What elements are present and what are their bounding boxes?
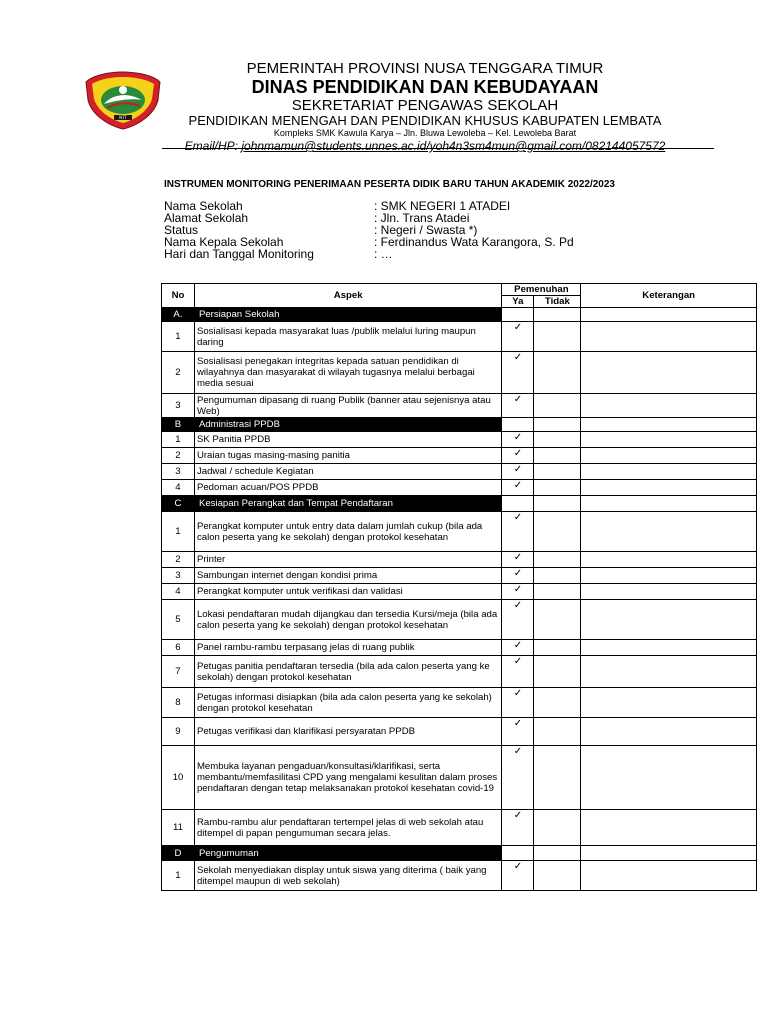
- section-tidak-cell: [534, 846, 581, 861]
- check-icon: ✓: [513, 861, 523, 872]
- row-no: 2: [162, 448, 195, 464]
- row-aspek: Membuka layanan pengaduan/konsultasi/klarifikasi, serta membantu/memfasilitasi CPD yang mengalami kesulitan dalam proses pendaftaran dengan tetap melaksanakan protokol kesehatan covid-19: [194, 746, 501, 810]
- ya-cell[interactable]: [502, 352, 534, 394]
- section-keterangan-cell: [581, 418, 757, 432]
- check-icon: ✓: [513, 584, 523, 595]
- row-no: 9: [162, 718, 195, 746]
- tidak-cell[interactable]: [534, 718, 581, 746]
- table-row: [162, 584, 757, 600]
- row-no: 3: [162, 394, 195, 418]
- monitoring-table: [161, 283, 757, 891]
- tidak-cell[interactable]: [534, 810, 581, 846]
- ya-cell[interactable]: [502, 512, 534, 552]
- header-tidak: Tidak: [534, 296, 581, 308]
- table-row: [162, 640, 757, 656]
- info-label: Nama Sekolah: [164, 199, 243, 213]
- ya-cell[interactable]: [502, 480, 534, 496]
- table-row: [162, 480, 757, 496]
- info-label: Status: [164, 223, 199, 237]
- row-aspek: Sambungan internet dengan kondisi prima: [194, 568, 501, 584]
- header-ya: Ya: [502, 296, 534, 308]
- table-row: [162, 568, 757, 584]
- check-icon: ✓: [513, 718, 523, 729]
- ya-cell[interactable]: [502, 584, 534, 600]
- row-aspek: Petugas panitia pendaftaran tersedia (bila ada calon peserta yang ke sekolah) dengan protokol kesehatan: [194, 656, 501, 688]
- tidak-cell[interactable]: [534, 480, 581, 496]
- department-name: DINAS PENDIDIKAN DAN KEBUDAYAAN: [251, 77, 599, 97]
- contact-line: [160, 139, 690, 153]
- tidak-cell[interactable]: [534, 448, 581, 464]
- ya-cell[interactable]: [502, 600, 534, 640]
- tidak-cell[interactable]: [534, 688, 581, 718]
- row-no: 6: [162, 640, 195, 656]
- section-keterangan-cell: [581, 496, 757, 512]
- row-aspek: Sekolah menyediakan display untuk siswa yang diterima ( baik yang ditempel maupun di web sekolah): [194, 861, 501, 891]
- ya-cell[interactable]: [502, 861, 534, 891]
- section-row: [162, 846, 757, 861]
- table-row: [162, 688, 757, 718]
- header-no: No: [162, 284, 195, 308]
- check-icon: ✓: [513, 640, 523, 651]
- row-no: 5: [162, 600, 195, 640]
- row-no: 3: [162, 464, 195, 480]
- header-pemenuhan: Pemenuhan: [502, 284, 581, 296]
- section-ya-cell: [502, 846, 534, 861]
- letterhead-divider: [162, 148, 714, 149]
- keterangan-cell[interactable]: [581, 688, 757, 718]
- row-aspek: SK Panitia PPDB: [194, 432, 501, 448]
- keterangan-cell[interactable]: [581, 640, 757, 656]
- ya-cell[interactable]: [502, 322, 534, 352]
- check-icon: ✓: [513, 552, 523, 563]
- keterangan-cell[interactable]: [581, 861, 757, 891]
- section-tidak-cell: [534, 308, 581, 322]
- ya-cell[interactable]: [502, 552, 534, 568]
- government-logo: [84, 70, 162, 130]
- tidak-cell[interactable]: [534, 394, 581, 418]
- keterangan-cell[interactable]: [581, 352, 757, 394]
- office-address: Kompleks SMK Kawula Karya – Jln. Bluwa Lewoleba – Kel. Lewoleba Barat: [273, 128, 577, 138]
- section-row: [162, 496, 757, 512]
- logo-text: NTT: [119, 115, 127, 120]
- tidak-cell[interactable]: [534, 568, 581, 584]
- info-value: : Jln. Trans Atadei: [374, 211, 470, 225]
- table-row: [162, 464, 757, 480]
- check-icon: ✓: [513, 448, 523, 459]
- header-keterangan: Keterangan: [581, 284, 757, 308]
- table-row: [162, 861, 757, 891]
- info-value: : SMK NEGERI 1 ATADEI: [374, 199, 511, 213]
- ya-cell[interactable]: [502, 718, 534, 746]
- ya-cell[interactable]: [502, 448, 534, 464]
- keterangan-cell[interactable]: [581, 464, 757, 480]
- ya-cell[interactable]: [502, 568, 534, 584]
- table-row: [162, 448, 757, 464]
- keterangan-cell[interactable]: [581, 568, 757, 584]
- check-icon: ✓: [513, 568, 523, 579]
- row-no: 4: [162, 480, 195, 496]
- tidak-cell[interactable]: [534, 584, 581, 600]
- ya-cell[interactable]: [502, 432, 534, 448]
- row-no: 3: [162, 568, 195, 584]
- letterhead: [160, 60, 690, 153]
- info-value: : …: [374, 247, 393, 261]
- section-no: C: [162, 496, 195, 512]
- table-row: [162, 656, 757, 688]
- row-aspek: Printer: [194, 552, 501, 568]
- table-row: [162, 352, 757, 394]
- row-no: 11: [162, 810, 195, 846]
- row-aspek: Petugas verifikasi dan klarifikasi persyaratan PPDB: [194, 718, 501, 746]
- row-aspek: Uraian tugas masing-masing panitia: [194, 448, 501, 464]
- check-icon: ✓: [513, 656, 523, 667]
- keterangan-cell[interactable]: [581, 512, 757, 552]
- keterangan-cell[interactable]: [581, 394, 757, 418]
- check-icon: ✓: [513, 322, 523, 333]
- row-no: 8: [162, 688, 195, 718]
- tidak-cell[interactable]: [534, 352, 581, 394]
- check-icon: ✓: [513, 352, 523, 363]
- keterangan-cell[interactable]: [581, 656, 757, 688]
- row-no: 1: [162, 512, 195, 552]
- section-no: B: [162, 418, 195, 432]
- keterangan-cell[interactable]: [581, 480, 757, 496]
- row-aspek: Sosialisasi penegakan integritas kepada satuan pendidikan di wilayahnya dan masyarakat di wilayah tugasnya melalui berbagai media sesuai: [194, 352, 501, 394]
- check-icon: ✓: [513, 464, 523, 475]
- table-row: [162, 746, 757, 810]
- section-ya-cell: [502, 496, 534, 512]
- section-no: A.: [162, 308, 195, 322]
- info-label: Hari dan Tanggal Monitoring: [164, 247, 314, 261]
- keterangan-cell[interactable]: [581, 552, 757, 568]
- section-tidak-cell: [534, 418, 581, 432]
- tidak-cell[interactable]: [534, 322, 581, 352]
- row-aspek: Sosialisasi kepada masyarakat luas /publik melalui luring maupun daring: [194, 322, 501, 352]
- row-aspek: Petugas informasi disiapkan (bila ada calon peserta yang ke sekolah) dengan protokol kesehatan: [194, 688, 501, 718]
- row-aspek: Pengumuman dipasang di ruang Publik (banner atau sejenisnya atau Web): [194, 394, 501, 418]
- email-link[interactable]: johnmamun@students.unnes.ac.id/yoh4n3sm4mun@gmail.com/082144057572: [241, 139, 666, 153]
- row-no: 1: [162, 861, 195, 891]
- table-row: [162, 322, 757, 352]
- check-icon: ✓: [513, 512, 523, 523]
- row-aspek: Rambu-rambu alur pendaftaran tertempel jelas di web sekolah atau ditempel di papan pengumuman secara jelas.: [194, 810, 501, 846]
- tidak-cell[interactable]: [534, 640, 581, 656]
- ya-cell[interactable]: [502, 688, 534, 718]
- ya-cell[interactable]: [502, 746, 534, 810]
- check-icon: ✓: [513, 432, 523, 443]
- tidak-cell[interactable]: [534, 746, 581, 810]
- check-icon: ✓: [513, 688, 523, 699]
- section-keterangan-cell: [581, 308, 757, 322]
- row-aspek: Lokasi pendaftaran mudah dijangkau dan tersedia Kursi/meja (bila ada calon peserta yang ke sekolah) dengan protokol kesehatan: [194, 600, 501, 640]
- section-title: Persiapan Sekolah: [194, 308, 501, 322]
- check-icon: ✓: [513, 480, 523, 491]
- ya-cell[interactable]: [502, 656, 534, 688]
- division-name: PENDIDIKAN MENENGAH DAN PENDIDIKAN KHUSUS KABUPATEN LEMBATA: [188, 113, 662, 128]
- tidak-cell[interactable]: [534, 464, 581, 480]
- ya-cell[interactable]: [502, 640, 534, 656]
- table-row: [162, 810, 757, 846]
- section-tidak-cell: [534, 496, 581, 512]
- check-icon: ✓: [513, 600, 523, 611]
- row-aspek: Panel rambu-rambu terpasang jelas di ruang publik: [194, 640, 501, 656]
- keterangan-cell[interactable]: [581, 322, 757, 352]
- tidak-cell[interactable]: [534, 432, 581, 448]
- table-row: [162, 718, 757, 746]
- province-name: PEMERINTAH PROVINSI NUSA TENGGARA TIMUR: [246, 60, 604, 77]
- info-label: Alamat Sekolah: [164, 211, 249, 225]
- row-aspek: Perangkat komputer untuk verifikasi dan validasi: [194, 584, 501, 600]
- info-value: : Ferdinandus Wata Karangora, S. Pd: [374, 235, 574, 249]
- table-row: [162, 512, 757, 552]
- keterangan-cell[interactable]: [581, 718, 757, 746]
- section-title: Pengumuman: [194, 846, 501, 861]
- row-aspek: Perangkat komputer untuk entry data dalam jumlah cukup (bila ada calon peserta yang ke sekolah) dengan protokol kesehatan: [194, 512, 501, 552]
- section-ya-cell: [502, 418, 534, 432]
- tidak-cell[interactable]: [534, 656, 581, 688]
- check-icon: ✓: [513, 810, 523, 821]
- info-value: : Negeri / Swasta *): [374, 223, 478, 237]
- document-title: INSTRUMEN MONITORING PENERIMAAN PESERTA DIDIK BARU TAHUN AKADEMIK 2022/2023: [164, 179, 615, 190]
- row-no: 2: [162, 352, 195, 394]
- row-no: 10: [162, 746, 195, 810]
- section-row: [162, 308, 757, 322]
- table-row: [162, 600, 757, 640]
- secretariat-name: SEKRETARIAT PENGAWAS SEKOLAH: [291, 97, 559, 114]
- keterangan-cell[interactable]: [581, 600, 757, 640]
- email-label: Email/HP:: [184, 139, 242, 153]
- table-row: [162, 394, 757, 418]
- table-row: [162, 432, 757, 448]
- tidak-cell[interactable]: [534, 552, 581, 568]
- row-no: 1: [162, 322, 195, 352]
- row-aspek: Pedoman acuan/POS PPDB: [194, 480, 501, 496]
- keterangan-cell[interactable]: [581, 584, 757, 600]
- table-row: [162, 552, 757, 568]
- keterangan-cell[interactable]: [581, 746, 757, 810]
- ya-cell[interactable]: [502, 394, 534, 418]
- section-ya-cell: [502, 308, 534, 322]
- section-no: D: [162, 846, 195, 861]
- check-icon: ✓: [513, 394, 523, 405]
- tidak-cell[interactable]: [534, 600, 581, 640]
- row-no: 4: [162, 584, 195, 600]
- section-keterangan-cell: [581, 846, 757, 861]
- ya-cell[interactable]: [502, 464, 534, 480]
- row-no: 2: [162, 552, 195, 568]
- row-no: 7: [162, 656, 195, 688]
- tidak-cell[interactable]: [534, 861, 581, 891]
- section-title: Administrasi PPDB: [194, 418, 501, 432]
- header-aspek: Aspek: [194, 284, 501, 308]
- keterangan-cell[interactable]: [581, 448, 757, 464]
- section-title: Kesiapan Perangkat dan Tempat Pendaftaran: [194, 496, 501, 512]
- section-row: [162, 418, 757, 432]
- ya-cell[interactable]: [502, 810, 534, 846]
- keterangan-cell[interactable]: [581, 432, 757, 448]
- check-icon: ✓: [513, 746, 523, 757]
- info-label: Nama Kepala Sekolah: [164, 235, 284, 249]
- keterangan-cell[interactable]: [581, 810, 757, 846]
- tidak-cell[interactable]: [534, 512, 581, 552]
- row-aspek: Jadwal / schedule Kegiatan: [194, 464, 501, 480]
- row-no: 1: [162, 432, 195, 448]
